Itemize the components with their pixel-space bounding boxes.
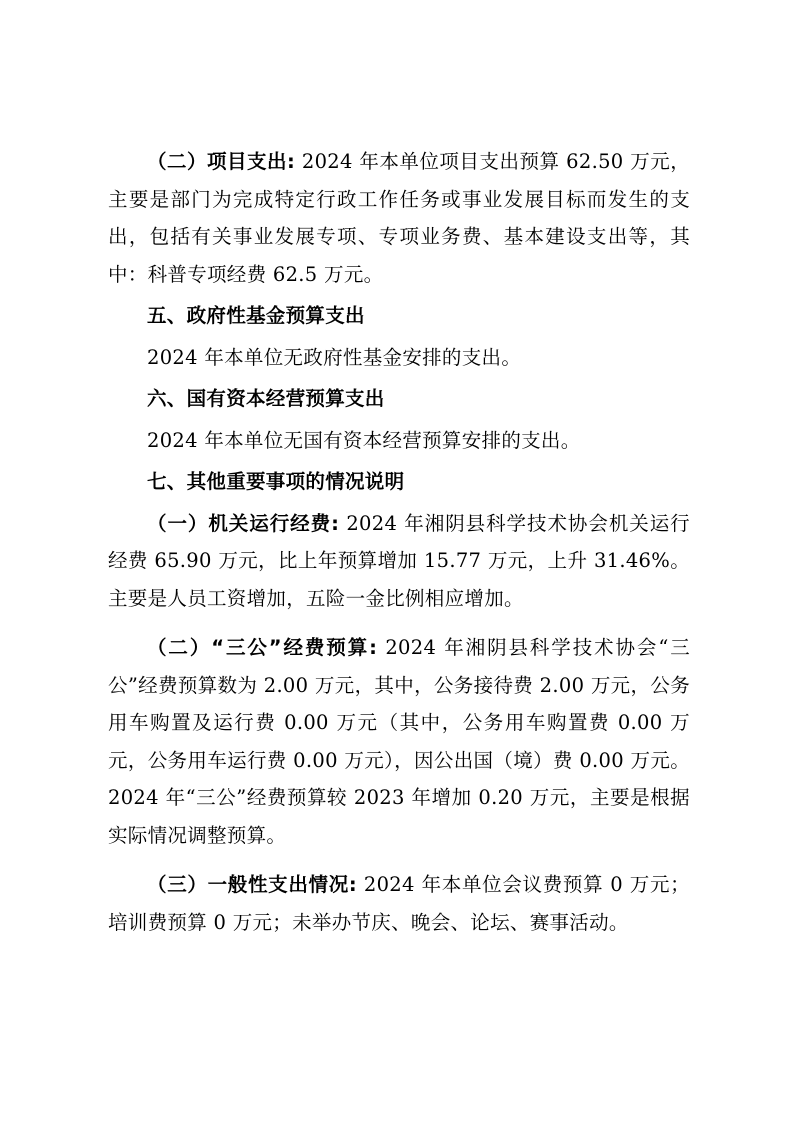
- document-page: [108, 143, 690, 941]
- general-expenditure-text: 2024 年本单位会议费预算 0 万元；培训费预算 0 万元；未举办节庆、晚会、论坛、赛事活动。: [108, 873, 690, 934]
- section-5-heading: 五、政府性基金预算支出: [147, 304, 365, 327]
- project-expenditure-paragraph: [108, 143, 690, 293]
- three-public-funds-text: 2024 年湘阴县科学技术协会“三公”经费预算数为 2.00 万元，其中，公务接待费 2.00 万元，公务用车购置及运行费 0.00 万元（其中，公务用车购置费 0.00 万元，公务用车运行费 0.00 万元），因公出国（境）费 0.00 万元。2024 年“三公”经费预算较 2023 年增加 0.20 万元，主要是根据实际情况调整预算。: [108, 636, 690, 847]
- operating-funds-paragraph: [108, 505, 690, 618]
- section-6-heading: 六、国有资本经营预算支出: [147, 387, 385, 410]
- general-expenditure-label: （三）一般性支出情况:: [147, 873, 357, 896]
- section-6-text: 2024 年本单位无国有资本经营预算安排的支出。: [147, 428, 581, 452]
- three-public-funds-paragraph: [108, 629, 690, 854]
- operating-funds-text: 2024 年湘阴县科学技术协会机关运行经费 65.90 万元，比上年预算增加 15.77 万元，上升 31.46%。主要是人员工资增加，五险一金比例相应增加。: [108, 511, 690, 610]
- project-expenditure-label: （二）项目支出:: [147, 150, 296, 173]
- section-5-text: 2024 年本单位无政府性基金安排的支出。: [147, 345, 522, 369]
- general-expenditure-paragraph: [108, 866, 690, 941]
- project-expenditure-text: 2024 年本单位项目支出预算 62.50 万元，主要是部门为完成特定行政工作任务或事业发展目标而发生的支出，包括有关事业发展专项、专项业务费、基本建设支出等，其中：科普专项经费 62.5 万元。: [108, 150, 691, 286]
- operating-funds-label: （一）机关运行经费:: [147, 511, 340, 535]
- three-public-funds-label: （二）“三公”经费预算:: [147, 636, 378, 659]
- section-7-heading: 七、其他重要事项的情况说明: [147, 470, 405, 493]
